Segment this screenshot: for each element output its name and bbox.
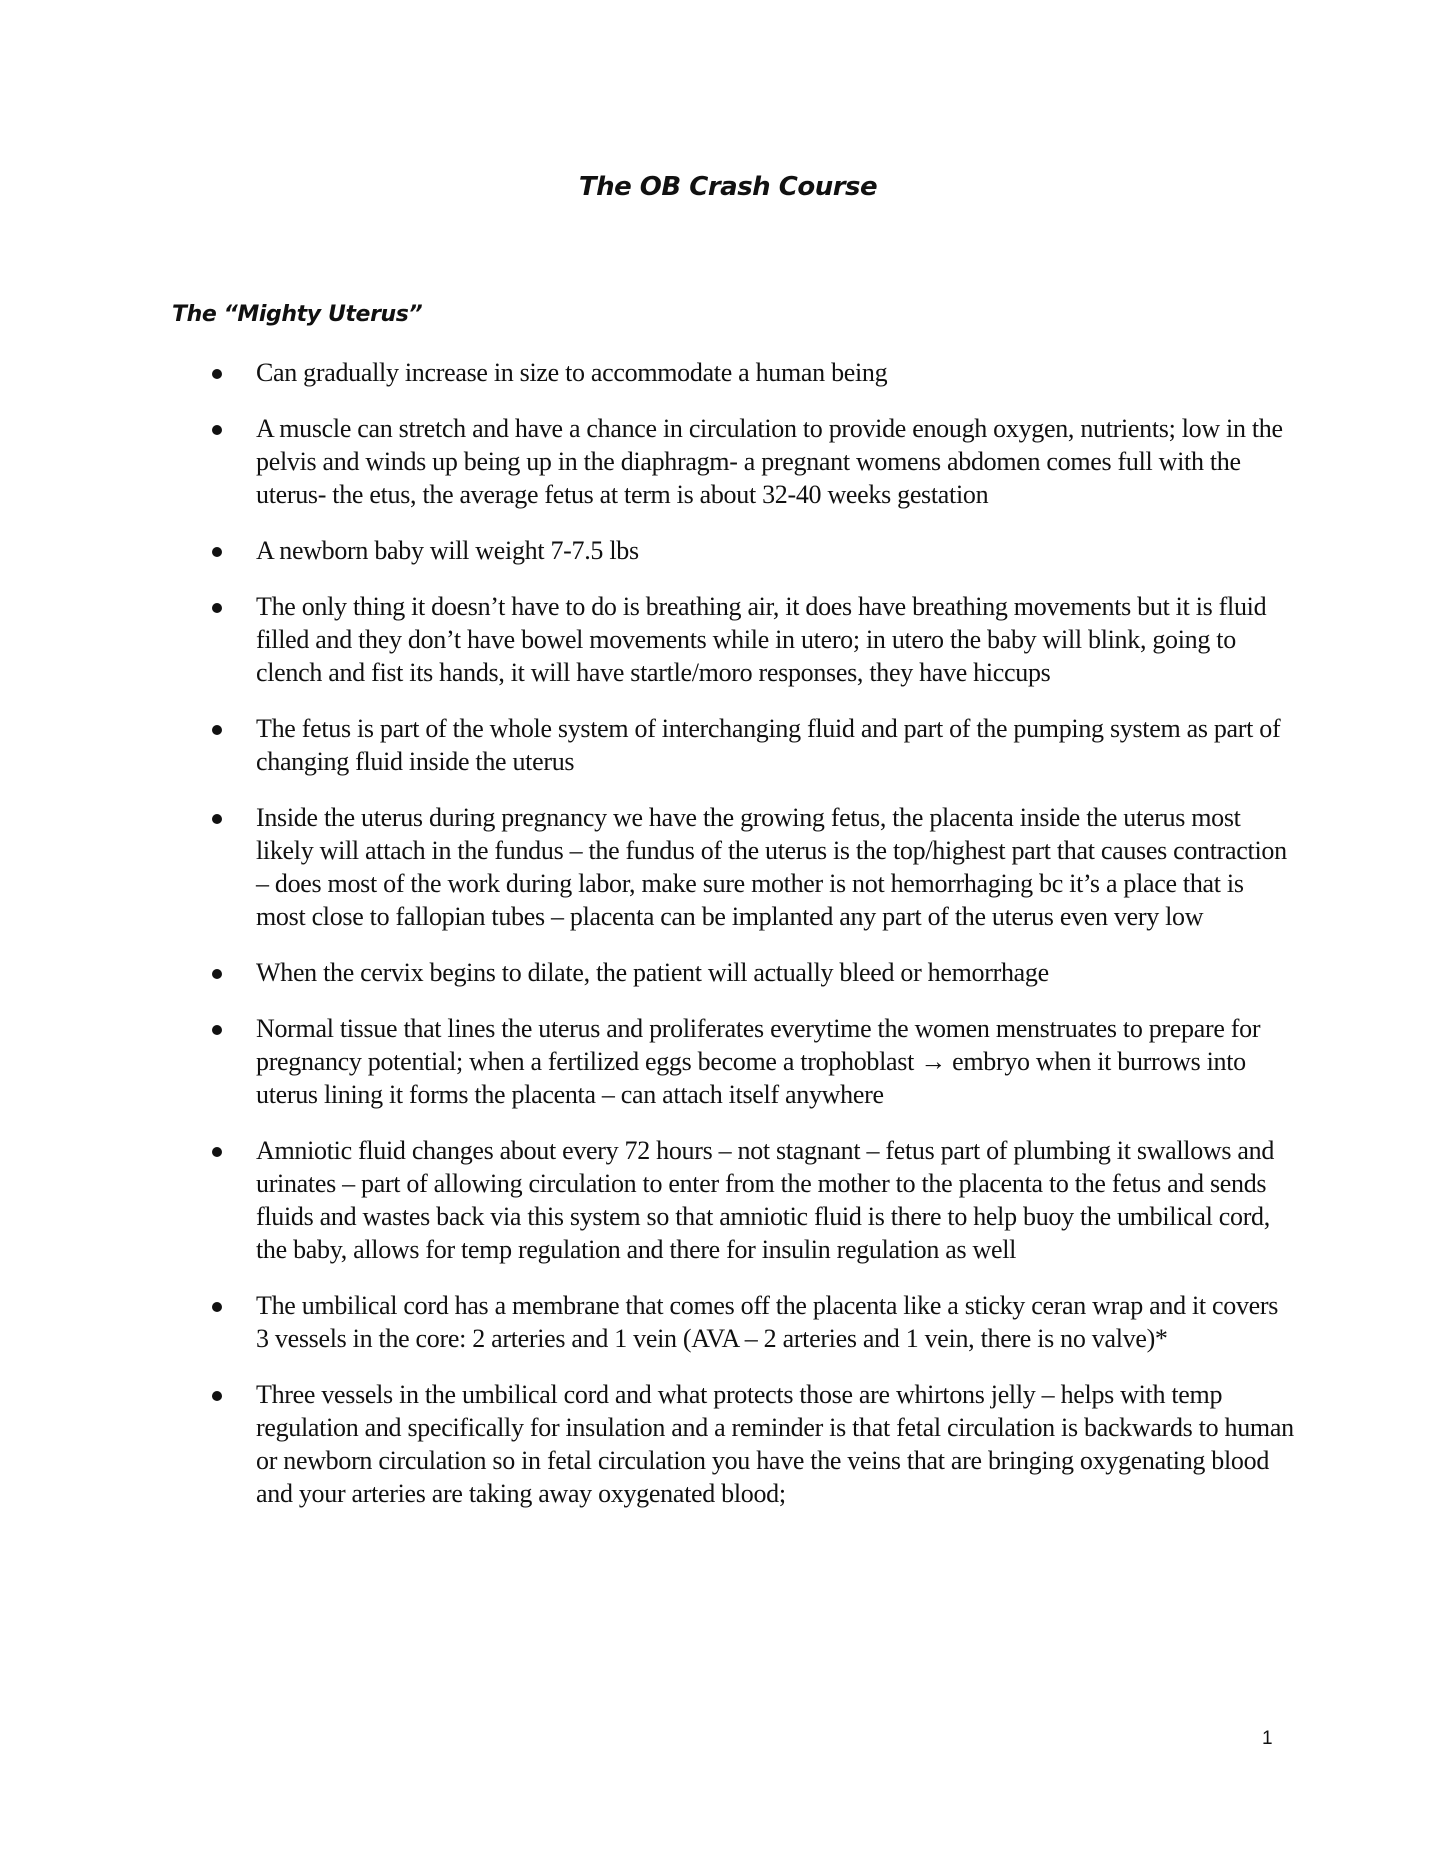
list-item-text: The umbilical cord has a membrane that comes off the placenta like a sticky ceran wrap and it covers 3 vessels in the core: 2 arteries and 1 vein (AVA – 2 arteries and 1 vein, there is no valve)* [256, 1291, 1279, 1353]
list-item [0, 590, 1296, 689]
bullet-icon [212, 1147, 222, 1157]
list-item-text: The only thing it doesn’t have to do is breathing air, it does have breathing movements but it is fluid filled and they don’t have bowel movements while in utero; in utero the baby will blink, going to clench and fist its hands, it will have startle/moro responses, they have hiccups [256, 592, 1267, 687]
bullet-icon [212, 1025, 222, 1035]
list-item-text: When the cervix begins to dilate, the patient will actually bleed or hemorrhage [256, 958, 1049, 987]
list-item-text: Inside the uterus during pregnancy we have the growing fetus, the placenta inside the uterus most likely will attach in the fundus – the fundus of the uterus is the top/highest part that causes contraction – does most of the work during labor, make sure mother is not hemorrhaging bc it’s a place that is most close to fallopian tubes – placenta can be implanted any part of the uterus even very low [256, 803, 1287, 931]
list-item [0, 534, 1296, 567]
list-item [0, 356, 1296, 389]
list-item [0, 412, 1296, 511]
bullet-list [0, 356, 1456, 1533]
bullet-icon [212, 1302, 222, 1312]
bullet-icon [212, 1391, 222, 1401]
bullet-icon [212, 603, 222, 613]
list-item-text: Normal tissue that lines the uterus and proliferates everytime the women menstruates to prepare for pregnancy potential; when a fertilized eggs become a trophoblast → embryo when it burrows into uterus lining it forms the placenta – can attach itself anywhere [256, 1014, 1261, 1109]
list-item-text: Amniotic fluid changes about every 72 hours – not stagnant – fetus part of plumbing it swallows and urinates – part of allowing circulation to enter from the mother to the placenta to the fetus and sends fluids and wastes back via this system so that amniotic fluid is there to help buoy the umbilical cord, the baby, allows for temp regulation and there for insulin regulation as well [256, 1136, 1275, 1264]
list-item-text: Can gradually increase in size to accommodate a human being [256, 358, 888, 387]
list-item-text: A muscle can stretch and have a chance in circulation to provide enough oxygen, nutrients; low in the pelvis and winds up being up in the diaphragm- a pregnant womens abdomen comes full with the uterus- the etus, the average fetus at term is about 32-40 weeks gestation [256, 414, 1283, 509]
list-item [0, 956, 1296, 989]
list-item-text: The fetus is part of the whole system of interchanging fluid and part of the pumping system as part of changing fluid inside the uterus [256, 714, 1281, 776]
document-title: The OB Crash Course [578, 172, 878, 202]
list-item-text: Three vessels in the umbilical cord and what protects those are whirtons jelly – helps with temp regulation and specifically for insulation and a reminder is that fetal circulation is backwards to human or newborn circulation so in fetal circulation you have the veins that are bringing oxygenating blood and your arteries are taking away oxygenated blood; [256, 1380, 1294, 1508]
list-item-text: A newborn baby will weight 7-7.5 lbs [256, 536, 639, 565]
list-item [0, 1012, 1296, 1111]
bullet-icon [212, 425, 222, 435]
bullet-icon [212, 369, 222, 379]
page-number: 1 [1262, 1728, 1273, 1749]
list-item [0, 712, 1296, 778]
list-item [0, 1134, 1296, 1266]
bullet-icon [212, 969, 222, 979]
bullet-icon [212, 814, 222, 824]
bullet-icon [212, 547, 222, 557]
list-item [0, 1378, 1296, 1510]
bullet-icon [212, 725, 222, 735]
section-heading: The “Mighty Uterus” [172, 302, 423, 327]
list-item [0, 1289, 1296, 1355]
list-item [0, 801, 1296, 933]
